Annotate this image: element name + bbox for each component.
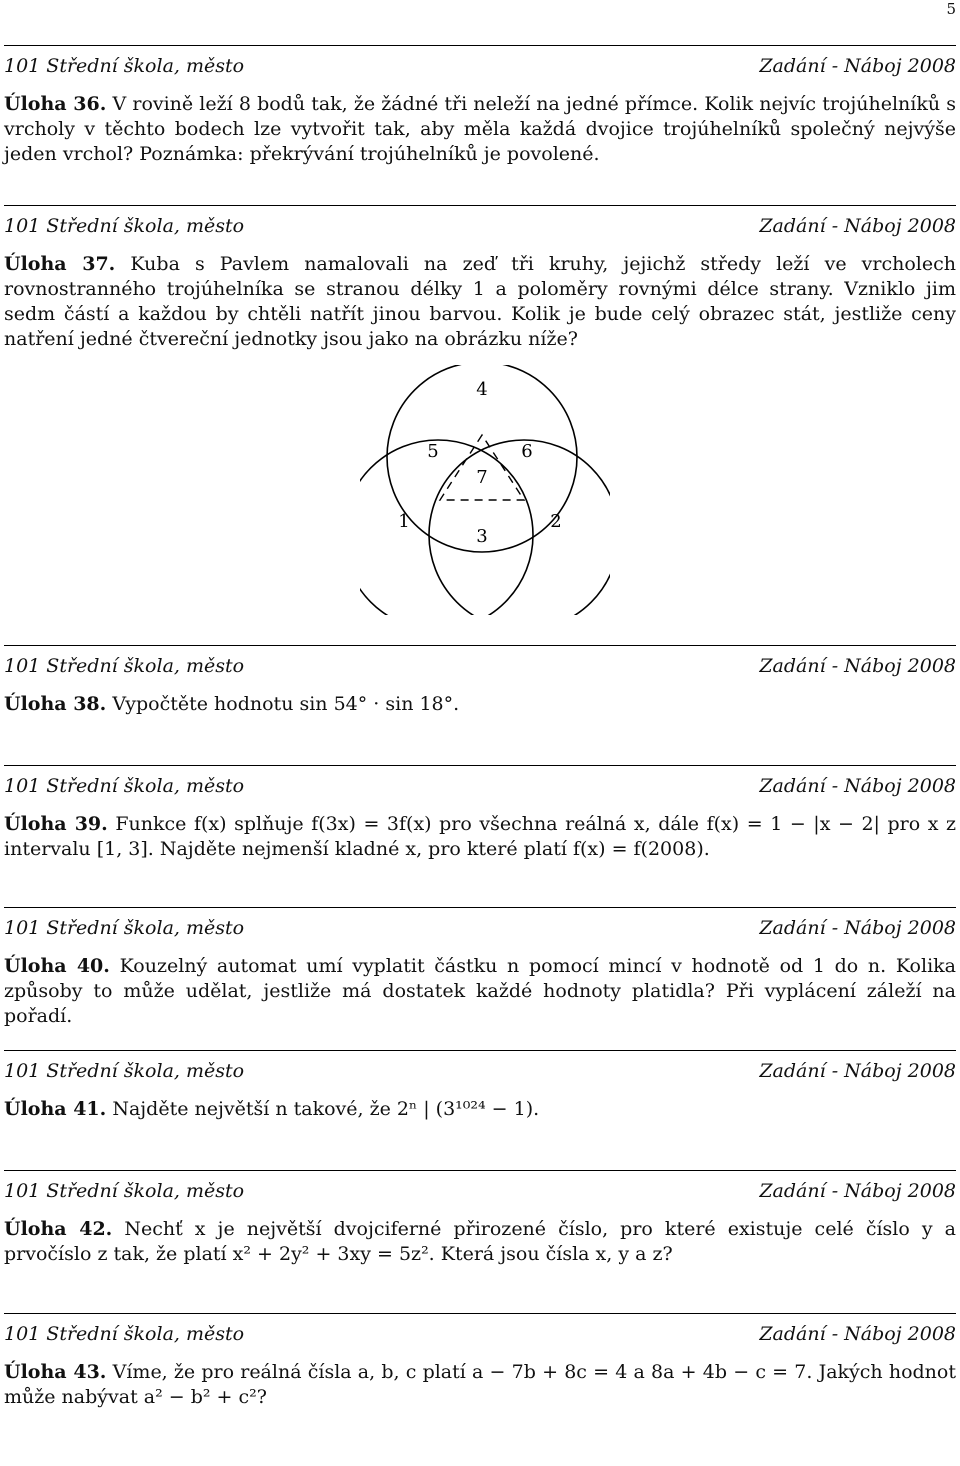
region-label: 4 — [476, 379, 488, 400]
problem-36 — [4, 45, 956, 167]
header-left: 101 Střední škola, město — [4, 1323, 245, 1345]
region-label: 7 — [476, 467, 488, 488]
problem-label: Úloha 39. — [4, 813, 108, 835]
region-label: 1 — [398, 511, 410, 532]
header-right: Zadání - Náboj 2008 — [759, 775, 956, 797]
problem-38 — [4, 645, 956, 717]
header-right: Zadání - Náboj 2008 — [759, 1180, 956, 1202]
problem-header — [4, 1050, 956, 1083]
problem-40 — [4, 907, 956, 1029]
problem-text: Najděte největší n takové, že 2ⁿ | (3¹⁰²⁴ − 1). — [112, 1098, 540, 1120]
header-right: Zadání - Náboj 2008 — [759, 917, 956, 939]
region-label: 3 — [476, 526, 488, 547]
problem-label: Úloha 36. — [4, 93, 107, 115]
problem-text: Kouzelný automat umí vyplatit částku n pomocí mincí v hodnotě od 1 do n. Kolika způsoby to může udělat, jestliže má dostatek každé hodnoty platidla? Při vyplácení záleží na pořadí. — [4, 955, 956, 1027]
problem-label: Úloha 38. — [4, 693, 107, 715]
problem-42 — [4, 1170, 956, 1267]
problem-label: Úloha 42. — [4, 1218, 113, 1240]
problem-header — [4, 205, 956, 238]
problem-41 — [4, 1050, 956, 1122]
problem-37 — [4, 205, 956, 352]
problem-label: Úloha 43. — [4, 1361, 107, 1383]
header-left: 101 Střední škola, město — [4, 1180, 245, 1202]
problem-text: Vypočtěte hodnotu sin 54° · sin 18°. — [112, 693, 460, 715]
header-right: Zadání - Náboj 2008 — [759, 1060, 956, 1082]
problem-text: Nechť x je největší dvojciferné přirozené číslo, pro které existuje celé číslo y a prvočíslo z tak, že platí x² + 2y² + 3xy = 5z². Která jsou čísla x, y a z? — [4, 1218, 956, 1265]
header-left: 101 Střední škola, město — [4, 655, 245, 677]
header-left: 101 Střední škola, město — [4, 775, 245, 797]
problem-text: V rovině leží 8 bodů tak, že žádné tři neleží na jedné přímce. Kolik nejvíc trojúhelníků s vrcholy v těchto bodech lze vytvořit tak, aby měla každá dvojice trojúhelníků společný nejvýše jeden vrchol? Poznámka: překrývání trojúhelníků je povolené. — [4, 93, 956, 165]
header-right: Zadání - Náboj 2008 — [759, 215, 956, 237]
region-label: 6 — [521, 441, 533, 462]
problem-header — [4, 45, 956, 78]
header-left: 101 Střední škola, město — [4, 55, 245, 77]
problem-39 — [4, 765, 956, 862]
problem-text: Funkce f(x) splňuje f(3x) = 3f(x) pro všechna reálná x, dále f(x) = 1 − |x − 2| pro x z intervalu [1, 3]. Najděte nejmenší kladné x, pro které platí f(x) = f(2008). — [4, 813, 956, 860]
header-left: 101 Střední škola, město — [4, 215, 245, 237]
problem-text: Víme, že pro reálná čísla a, b, c platí a − 7b + 8c = 4 a 8a + 4b − c = 7. Jakých hodnot může nabývat a² − b² + c²? — [4, 1361, 956, 1408]
problem-header — [4, 765, 956, 798]
page-number: 5 — [946, 0, 956, 18]
problem-label: Úloha 40. — [4, 955, 110, 977]
problem-header — [4, 645, 956, 678]
header-left: 101 Střední škola, město — [4, 1060, 245, 1082]
header-right: Zadání - Náboj 2008 — [759, 1323, 956, 1345]
region-label: 5 — [427, 441, 439, 462]
problem-label: Úloha 37. — [4, 253, 116, 275]
problem-header — [4, 907, 956, 940]
region-label: 2 — [550, 511, 562, 532]
header-right: Zadání - Náboj 2008 — [759, 655, 956, 677]
problem-text: Kuba s Pavlem namalovali na zeď tři kruhy, jejichž středy leží ve vrcholech rovnostranného trojúhelníka se stranou délky 1 a poloměry rovnými délce strany. Vzniklo jim sedm částí a každou by chtěli natřít jinou barvou. Kolik je bude celý obrazec stát, jestliže ceny natření jedné čtvereční jednotky jsou jako na obrázku níže? — [4, 253, 956, 350]
problem-header — [4, 1313, 956, 1346]
problem-43 — [4, 1313, 956, 1410]
circle-right — [429, 440, 610, 615]
three-circles-diagram — [360, 365, 610, 615]
header-right: Zadání - Náboj 2008 — [759, 55, 956, 77]
problem-label: Úloha 41. — [4, 1098, 107, 1120]
problem-header — [4, 1170, 956, 1203]
header-left: 101 Střední škola, město — [4, 917, 245, 939]
